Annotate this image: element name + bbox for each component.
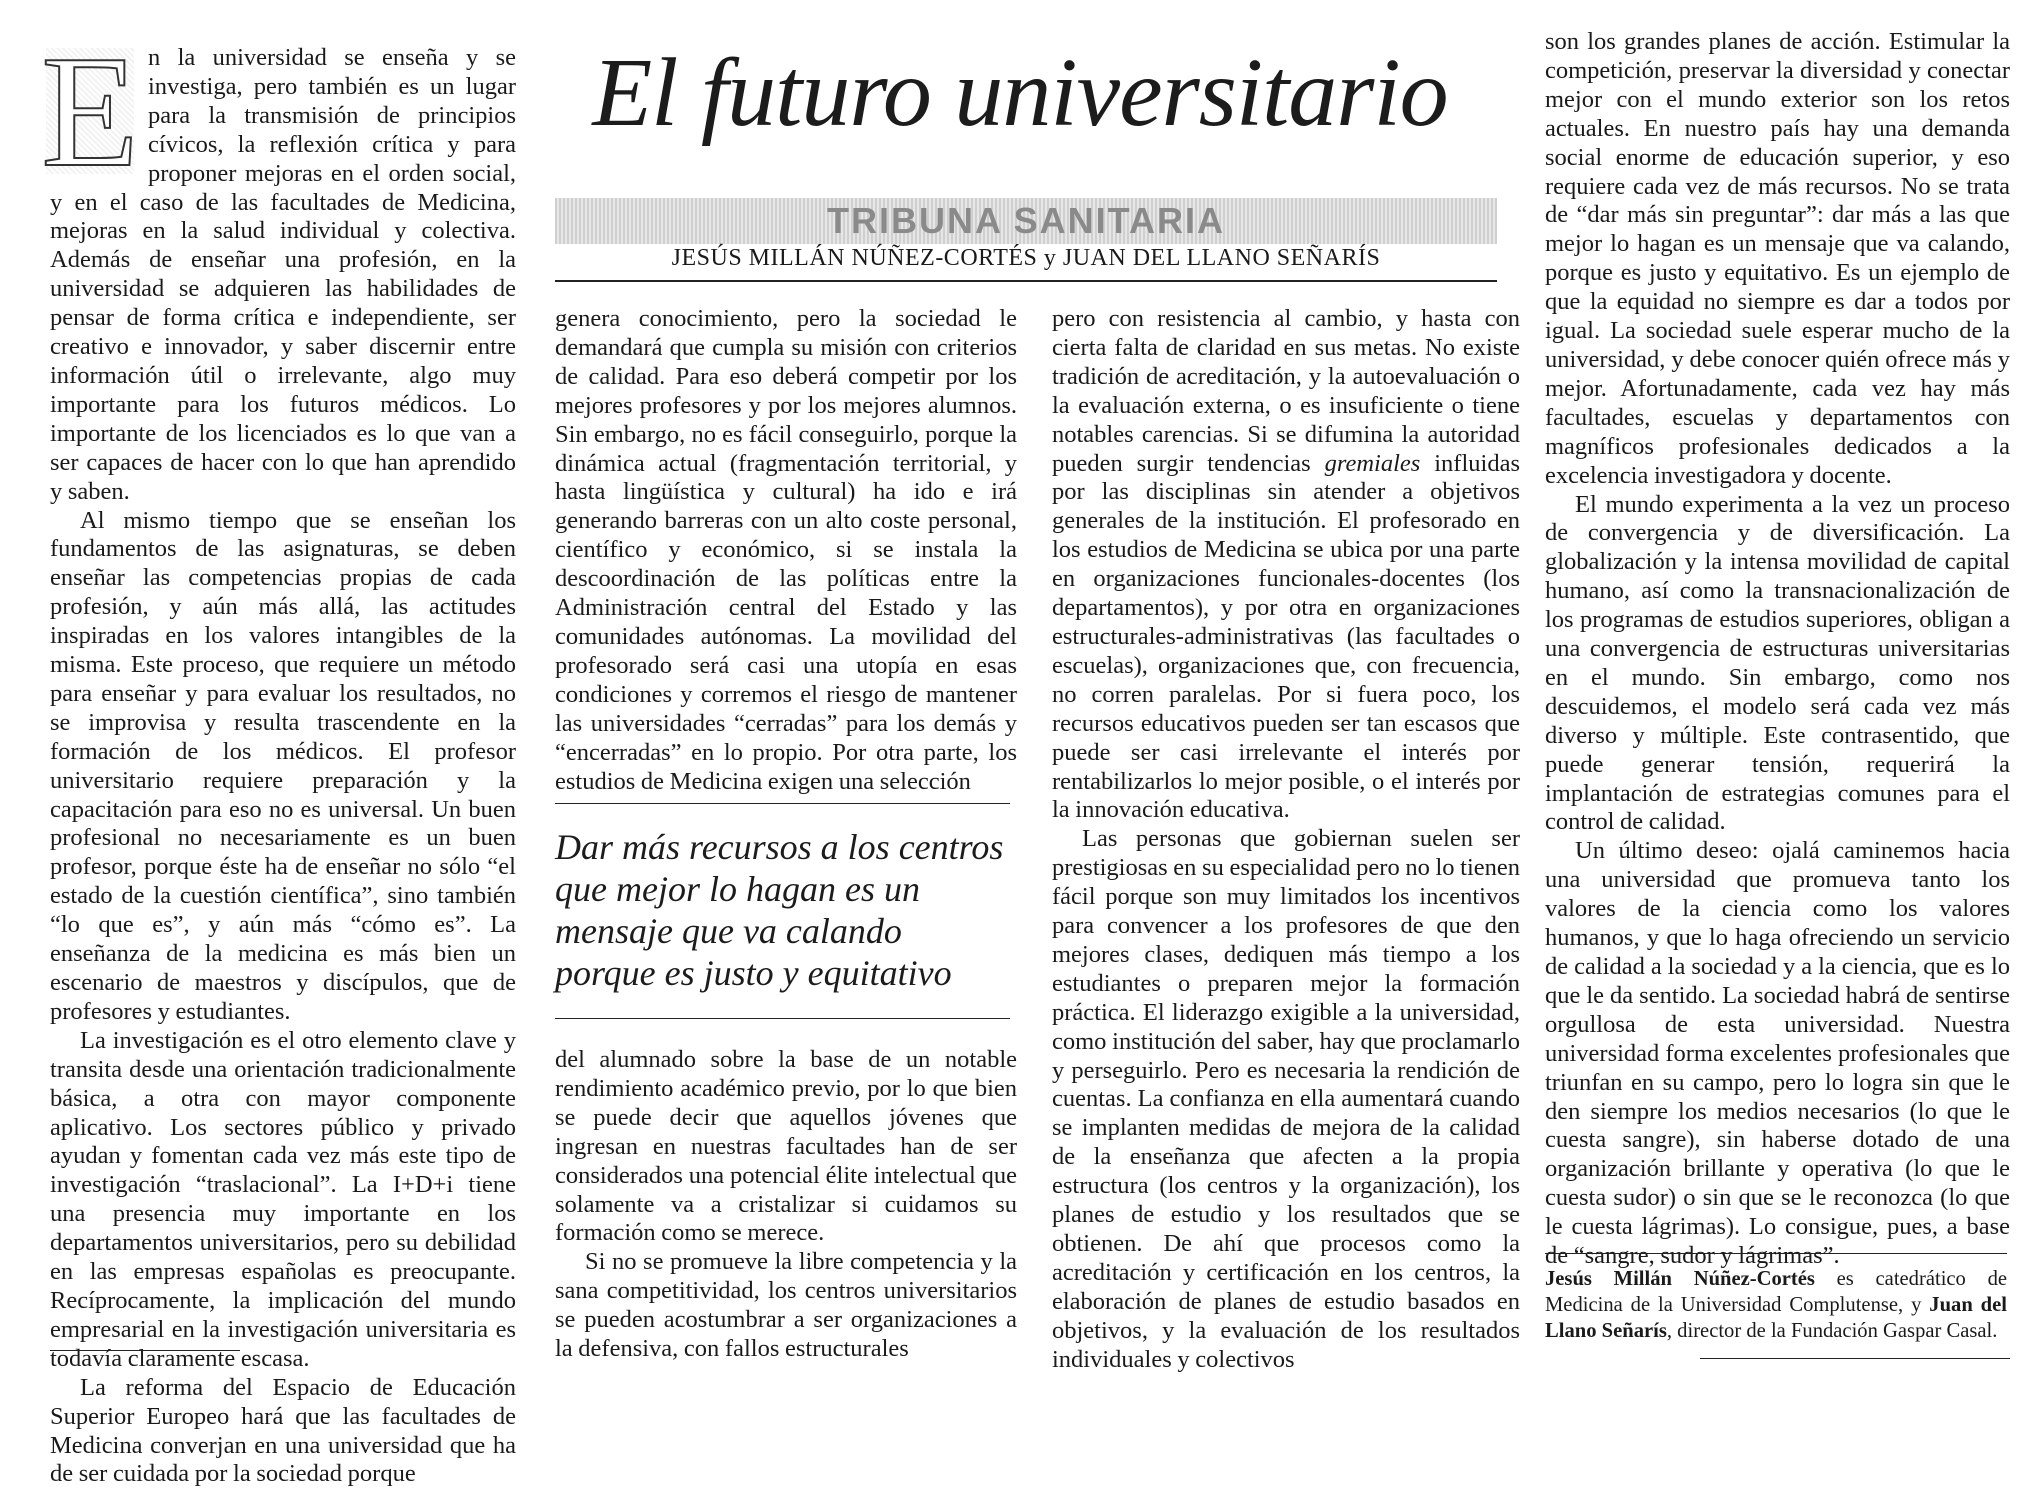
- article-column-4: [1545, 28, 2010, 1271]
- paragraph: del alumnado sobre la base de un notable rendimiento académico previo, por lo que bien se puede decir que aquellos jóvenes que ingresan en nuestras facultades han de ser considerados una potencial élite intelectual que solamente va a cristalizar si cuidamos su formación como se merece.: [555, 1046, 1017, 1247]
- byline-rule: [555, 280, 1497, 282]
- bottom-rule-left: [50, 1350, 240, 1351]
- paragraph: son los grandes planes de acción. Estimular la competición, preservar la diversidad y conectar mejor con el mundo exterior son los retos actuales. En nuestro país hay una demanda social enorme de educación superior, y eso requiere cada vez de más recursos. No se trata de “dar más sin preguntar”: dar más a las que mejor lo hagan es un mensaje que va calando, porque es justo y equitativo. Es un ejemplo de que la equidad no siempre es dar a todos por igual. La sociedad suele esperar mucho de la universidad, y debe conocer quién ofrece más y mejor. Afortunadamente, cada vez hay más facultades, escuelas y departamentos con magníficos profesionales dedicados a la excelencia investigadora y docente.: [1545, 28, 2010, 489]
- section-tag: TRIBUNA SANITARIA: [555, 198, 1497, 244]
- paragraph: E n la universidad se enseña y se investiga, pero también es un lugar para la transmisión de principios cívicos, la reflexión crítica y para proponer mejoras en el orden social, y en el caso de las facultades de Medicina, mejoras en la salud individual y colectiva. Además de enseñar una profesión, en la universidad se adquieren las habilidades de pensar de forma crítica e independiente, ser creativo e innovador, y saber discernir entre información útil o irrelevante, algo muy importante para los futuros médicos. Lo importante de los licenciados es lo que van a ser capaces de hacer con lo que han aprendido y saben.: [41, 22, 516, 505]
- paragraph: El mundo experimenta a la vez un proceso de convergencia y de diversificación. La globalización y la intensa movilidad de capital humano, así como la transnacionalización de los programas de estudios superiores, obligan a una convergencia de estructuras universitarias en el mundo. Sin embargo, como nos descuidemos, el modelo será cada vez más diverso y múltiple. Este contrasentido, que puede generar tensión, requerirá la implantación de estrategias comunes para el control de calidad.: [1545, 490, 2010, 836]
- paragraph: La reforma del Espacio de Educación Superior Europeo hará que las facultades de Medicina converjan en una universidad que ha de ser cuidada por la sociedad porque: [50, 1373, 516, 1488]
- paragraph: pero con resistencia al cambio, y hasta con cierta falta de claridad en sus metas. No existe tradición de acreditación, y la autoevaluación o la evaluación externa, o es insuficiente o tiene notables carencias. Si se difumina la autoridad pueden surgir tendencias gremiales influidas por las disciplinas sin atender a objetivos generales de la institución. El profesorado en los estudios de Medicina se ubica por una parte en organizaciones funcionales-docentes (los departamentos), y por otra en organizaciones estructurales-administrativas (las facultades o escuelas), organizaciones que, con frecuencia, no corren paralelas. Por si fuera poco, los recursos educativos pueden ser tan escasos que puede ser casi irrelevante el interés por rentabilizarlos lo mejor posible, o el interés por la innovación educativa.: [1052, 305, 1520, 824]
- article-column-2-top: [555, 305, 1017, 796]
- pullquote-bottom-rule: [555, 1018, 1010, 1019]
- pullquote-top-rule: [555, 803, 1010, 804]
- byline: JESÚS MILLÁN NÚÑEZ-CORTÉS y JUAN DEL LLANO SEÑARÍS: [671, 245, 1381, 271]
- paragraph: Un último deseo: ojalá caminemos hacia una universidad que promueva tanto los valores de la ciencia como los valores humanos, y que lo haga ofreciendo un servicio de calidad a la sociedad y a la ciencia, que es lo que le da sentido. La sociedad habrá de sentirse orgullosa de esta universidad. Nuestra universidad forma excelentes profesionales que triunfan en su campo, pero lo logra sin que le den siempre los medios necesarios (lo que le cuesta sangre), sin haberse dotado de una organización brillante y operativa (lo que le cuesta sudor) o sin que se le reconozca (lo que le cuesta lágrimas). Lo consigue, pues, a base de “sangre, sudor y lágrimas”.: [1545, 837, 2010, 1270]
- paragraph: Al mismo tiempo que se enseñan los fundamentos de las asignaturas, se deben enseñar las competencias propias de cada profesión, y aún más allá, las actitudes inspiradas en los valores intangibles de la misma. Este proceso, que requiere un método para enseñar y para evaluar los resultados, no se improvisa y resulta trascendente en la formación de los médicos. El profesor universitario requiere preparación y la capacitación para eso no es universal. Un buen profesional no necesariamente es un buen profesor, porque éste ha de enseñar no sólo “el estado de la cuestión científica”, sino también “lo que es”, y aún más “cómo es”. La enseñanza de la medicina es más bien un escenario de maestros y discípulos, que de profesores y estudiantes.: [50, 506, 516, 1025]
- article-column-2-bottom: [555, 1046, 1017, 1364]
- paragraph: genera conocimiento, pero la sociedad le demandará que cumpla su misión con criterios de calidad. Para eso deberá competir por los mejores profesores y por los mejores alumnos. Sin embargo, no es fácil conseguirlo, porque la dinámica actual (fragmentación territorial, y hasta lingüística y cultural) ha ido e irá generando barreras con un alto coste personal, científico y económico, si se instala la descoordinación de las políticas entre la Administración central del Estado y las comunidades autónomas. La movilidad del profesorado será casi una utopía en esas condiciones y corremos el riesgo de mantener las universidades “cerradas” para los demás y “encerradas” en lo propio. Por otra parte, los estudios de Medicina exigen una selección: [555, 305, 1017, 795]
- paragraph: Si no se promueve la libre competencia y la sana competitividad, los centros universitarios se pueden acostumbrar a ser organizaciones a la defensiva, con fallos estructurales: [555, 1248, 1017, 1363]
- headline: El futuro universitario: [592, 39, 1448, 147]
- article-column-1: [41, 22, 516, 1489]
- bottom-rule-right: [1700, 1358, 2010, 1359]
- article-column-3: [1052, 305, 1520, 1375]
- author-bio: Jesús Millán Núñez-Cortés es catedrático de Medicina de la Universidad Complutense, y Juan del Llano Señarís, director de la Fundación Gaspar Casal.: [1545, 1268, 2008, 1342]
- bio-top-rule: [1545, 1253, 2007, 1254]
- paragraph: La investigación es el otro elemento clave y transita desde una orientación tradicionalmente básica, a otra con mayor componente aplicativo. Los sectores público y privado ayudan y fomentan cada vez más este tipo de investigación “traslacional”. La I+D+i tiene una presencia muy importante en los departamentos universitarios, pero su debilidad en las empresas españolas es preocupante. Recíprocamente, la implicación del mundo empresarial en la investigación universitaria es todavía claramente escasa.: [50, 1026, 516, 1372]
- drop-cap: E: [41, 22, 139, 200]
- paragraph: Las personas que gobiernan suelen ser prestigiosas en su especialidad pero no lo tienen fácil porque son muy limitados los incentivos para convencer a los profesores de que den mejores clases, dediquen más tiempo a los estudiantes o preparen mejor la formación práctica. El liderazgo exigible a la universidad, como institución del saber, hay que proclamarlo y perseguirlo. Pero es necesaria la rendición de cuentas. La confianza en ella aumentará cuando se implanten medidas de mejora de la calidad de la enseñanza que afecten a la propia estructura (los centros y la organización), los planes de estudio y los resultados que se obtienen. De ahí que procesos como la acreditación y certificación en los centros, la elaboración de planes de estudio basados en objetivos, y la evaluación de los resultados individuales y colectivos: [1052, 825, 1520, 1373]
- pull-quote: Dar más recursos a los centros que mejor lo hagan es un mensaje que va calando porque es justo y equitativo: [555, 827, 1004, 993]
